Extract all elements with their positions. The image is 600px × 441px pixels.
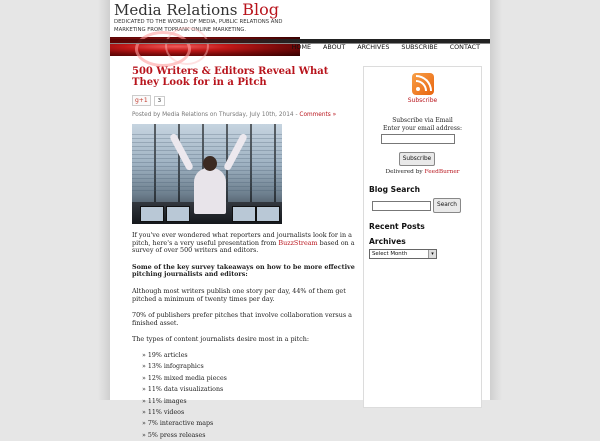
image-screen [140, 206, 164, 222]
social-share [132, 95, 358, 106]
list-item: » 11% videos [142, 408, 185, 416]
image-person-head [203, 156, 217, 171]
post-intro [132, 232, 358, 255]
post-subheading: Some of the key survey takeaways on how to be more effective pitching journalists and editors: [132, 262, 355, 279]
comments-link[interactable]: Comments » [299, 112, 337, 118]
image-person [190, 156, 230, 214]
nav-subscribe[interactable]: SUBSCRIBE [401, 43, 438, 51]
image-screen [232, 206, 256, 222]
email-input[interactable] [381, 134, 455, 144]
list-item: » 12% mixed media pieces [142, 374, 227, 382]
list-item: » 5% press releases [142, 431, 206, 439]
list-item: » 11% data visualizations [142, 386, 224, 394]
post-paragraph: 70% of publishers prefer pitches that involve collaboration versus a finished asset. [132, 311, 352, 327]
nav-home[interactable]: HOME [291, 43, 312, 51]
banner-swirl-secondary [165, 27, 209, 65]
site-logo[interactable] [114, 0, 279, 19]
page-container [110, 0, 490, 439]
page-shadow-right [490, 0, 502, 400]
rss-subscribe-link[interactable]: Subscribe [407, 97, 438, 104]
email-subscribe-text [364, 117, 481, 132]
buzzstream-link[interactable]: BuzzStream [278, 238, 318, 247]
intro-text-end: based on a survey of over 500 writers and editors. [132, 238, 355, 255]
content-types-list [132, 350, 358, 441]
image-screen [256, 206, 280, 222]
subscribe-email-label: Subscribe via Email [392, 117, 453, 124]
delivered-by [364, 169, 481, 175]
enter-email-label: Enter your email address: [382, 124, 463, 132]
rss-feed-icon[interactable] [412, 73, 434, 95]
nav-contact[interactable]: CONTACT [449, 43, 480, 51]
rss-widget [364, 73, 481, 104]
image-person-shirt [194, 168, 226, 214]
delivered-text: Delivered by [385, 169, 425, 175]
list-item: » 13% infographics [142, 363, 204, 371]
sidebar [363, 66, 482, 408]
page-shadow-left [98, 0, 110, 400]
list-item: » 7% interactive maps [142, 420, 214, 428]
archives-selected: Select Month [372, 251, 408, 257]
main-nav [286, 43, 486, 51]
subscribe-button[interactable]: Subscribe [399, 152, 435, 166]
search-button[interactable]: Search [433, 198, 461, 213]
post-title[interactable]: 500 Writers & Editors Reveal What They Look for in a Pitch [132, 66, 329, 88]
chevron-down-icon: ▾ [428, 250, 436, 258]
main-content [132, 66, 358, 441]
search-input[interactable] [372, 201, 431, 211]
list-item: » 19% articles [142, 351, 188, 359]
intro-text: If you've ever wondered what reporters and journalists look for in a pitch, here's a very useful presentation from [132, 231, 352, 247]
post-paragraph: Although most writers publish one story per day, 44% of them get pitched a minimum of twenty times per day. [132, 286, 346, 303]
nav-about[interactable]: ABOUT [323, 43, 346, 51]
nav-archives[interactable]: ARCHIVES [357, 43, 390, 51]
logo-accent: Blog [242, 0, 280, 19]
gplus-count: 3 [154, 96, 166, 106]
post-image [132, 124, 282, 224]
gplus-button[interactable]: g+1 [132, 95, 151, 106]
post-meta [132, 112, 358, 118]
recent-posts-title: Recent Posts [369, 222, 425, 231]
post-paragraph: The types of content journalists desire most in a pitch: [132, 335, 310, 344]
archives-dropdown[interactable] [369, 249, 437, 259]
feedburner-link[interactable]: FeedBurner [424, 169, 460, 175]
search-title: Blog Search [369, 185, 421, 194]
site-tagline: DEDICATED TO THE WORLD OF MEDIA, PUBLIC RELATIONS AND MARKETING FROM TOPRANK ONLINE MARKETING. [114, 19, 283, 33]
archives-title: Archives [369, 237, 406, 246]
logo-text: Media Relations [114, 1, 238, 19]
image-screen [166, 206, 190, 222]
list-item: » 11% images [142, 397, 187, 405]
post-meta-text: Posted by Media Relations on Thursday, July 10th, 2014 - [132, 112, 300, 118]
